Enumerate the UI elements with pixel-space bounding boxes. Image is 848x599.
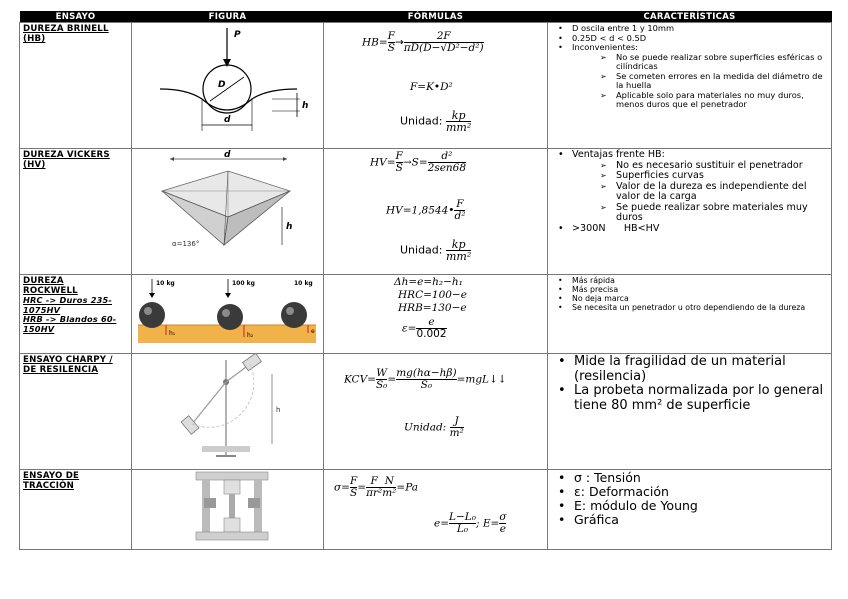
vickers-abbr: (HV)	[23, 160, 46, 170]
charpy-chars-list	[558, 355, 825, 413]
traccion-char-2: • ε: Deformación	[558, 485, 825, 499]
traccion-f2-mid: ; E=	[475, 517, 500, 530]
row-vickers	[20, 149, 832, 275]
charpy-f1-num: W	[376, 367, 388, 379]
vickers-f2-lhs: HV=1,8544•	[386, 204, 455, 217]
vickers-title: DUREZA VICKERS	[23, 150, 110, 160]
vickers-f1-den: S	[395, 162, 403, 174]
brinell-chars-list	[558, 24, 825, 110]
vickers-name-cell	[20, 149, 132, 275]
header-caracteristicas: CARACTERÍSTICAS	[548, 11, 832, 23]
brinell-abbr: (HB)	[23, 34, 46, 44]
rockwell-diagram	[132, 275, 324, 349]
traccion-f1-lhs: σ=	[334, 481, 350, 494]
brinell-f1-den: S	[387, 42, 395, 54]
traccion-figure-cell	[132, 470, 324, 550]
charpy-f1-den: S₀	[375, 379, 388, 391]
traccion-formulas-cell: σ= $\frac{F}{S}$ = $\frac{F}{\text{πr²}}$ $\frac{N}{\text{m²}}$ =Pa e= $\frac{\text{L−L₀}}{\text{L₀}}$ ; E= $\frac{\sigma}{e}$	[324, 470, 548, 550]
traccion-f1-den2: πr²	[366, 487, 383, 499]
vickers-subchar-1: ➢ No es necesario sustituir el penetrador	[558, 161, 825, 172]
charpy-diagram	[132, 354, 324, 465]
rockwell-title-1: DUREZA	[23, 276, 64, 286]
vickers-f1-den2: 2sen68	[427, 162, 467, 174]
tests-table	[19, 11, 832, 550]
brinell-unit-num: kp	[451, 109, 466, 122]
vickers-subchar-2: ➢ Superficies curvas	[558, 171, 825, 182]
header-ensayo: ENSAYO	[20, 11, 132, 23]
vickers-subchar-3: ➢ Valor de la dureza es independiente del valor de la carga	[558, 182, 825, 203]
brinell-subchar-2: ➢ Se cometen errores en la medida del diámetro de la huella	[558, 72, 825, 91]
rockwell-name-cell	[20, 275, 132, 354]
brinell-label-h: h	[302, 101, 309, 111]
brinell-formulas-cell	[324, 23, 548, 149]
brinell-diagram	[132, 23, 324, 144]
brinell-f2: F=K•D²	[410, 81, 453, 93]
vickers-formulas-cell	[324, 149, 548, 275]
traccion-char-3: • E: módulo de Young	[558, 499, 825, 513]
charpy-unit-label: Unidad:	[404, 421, 447, 434]
traccion-f1-rhs: =Pa	[396, 481, 419, 494]
rockwell-load-2: 100 kg	[232, 280, 255, 287]
brinell-f1-num2: 2F	[436, 30, 451, 42]
charpy-figure-cell	[132, 354, 324, 470]
vickers-f2-num: F	[456, 198, 464, 210]
rockwell-load-3: 10 kg	[294, 280, 313, 287]
rockwell-figure-cell	[132, 275, 324, 354]
charpy-f1-rhs: =mgL↓↓	[456, 373, 507, 386]
vickers-char-top: • Ventajas frente HB:	[558, 150, 825, 161]
rockwell-sub-1: HRC -> Duros 235-1075HV	[23, 295, 113, 315]
brinell-f1-arrow: →	[394, 36, 404, 49]
charpy-label-h: h	[276, 406, 281, 414]
traccion-chars-list	[558, 471, 825, 527]
brinell-name-cell	[20, 23, 132, 149]
rockwell-f4-den: 0.002	[416, 328, 447, 340]
vickers-figure-cell	[132, 149, 324, 275]
row-brinell	[20, 23, 832, 149]
rockwell-f4-lhs: ε=	[402, 322, 417, 335]
rockwell-h1: h₁	[169, 330, 176, 337]
vickers-f1-mid: →S=	[402, 156, 428, 169]
charpy-name-cell	[20, 354, 132, 470]
brinell-figure-cell	[132, 23, 324, 149]
brinell-f1-lhs: HB=	[362, 36, 388, 49]
brinell-label-d-small: d	[224, 115, 231, 125]
brinell-char-1: • D oscila entre 1 y 10mm	[558, 24, 825, 34]
charpy-char-1: • Mide la fragilidad de un material (resilencia)	[558, 355, 825, 384]
vickers-label-h: h	[286, 222, 293, 232]
brinell-unit-den: mm²	[446, 121, 472, 134]
charpy-f1-lhs: KCV=	[344, 373, 376, 386]
brinell-label-d-big: D	[218, 80, 226, 90]
rockwell-char-3: • No deja marca	[558, 294, 825, 303]
traccion-f2-num2: σ	[499, 511, 507, 523]
header-formulas: FÓRMULAS	[324, 11, 548, 23]
rockwell-sub-2: HRB -> Blandos 60-150HV	[23, 314, 117, 334]
traccion-f2-den: L₀	[449, 523, 476, 535]
traccion-f1-num2: F	[370, 475, 378, 487]
traccion-diagram	[132, 470, 324, 545]
charpy-char-2: • La probeta normalizada por lo general tiene 80 mm² de superficie	[558, 384, 825, 413]
vickers-unit-num: kp	[451, 238, 466, 251]
row-rockwell	[20, 275, 832, 354]
traccion-f1-num3: N	[384, 475, 394, 487]
rockwell-char-4: • Se necesita un penetrador u otro dependiendo de la dureza	[558, 303, 825, 312]
vickers-unit-label: Unidad:	[400, 243, 443, 257]
traccion-f1-num: F	[349, 475, 358, 487]
brinell-chars-cell	[548, 23, 832, 149]
vickers-chars-cell	[548, 149, 832, 275]
traccion-f2-num: L−L₀	[449, 511, 476, 523]
traccion-title: ENSAYO DE TRACCIÓN	[23, 471, 80, 491]
traccion-chars-cell	[548, 470, 832, 550]
vickers-f1-lhs: HV=	[370, 156, 396, 169]
charpy-formulas-cell: KCV= $\frac{W}{\text{S₀}}$ = $\frac{mg(h\alpha-h\beta)}{\text{S₀}}$ =mgL↓↓ Unidad: $\frac{J}{\text{m²}}$	[324, 354, 548, 470]
row-traccion	[20, 470, 832, 550]
vickers-char-bottom: • >300N HB<HV	[558, 224, 825, 235]
traccion-char-1: • σ : Tensión	[558, 471, 825, 485]
traccion-f2-den2: e	[499, 523, 506, 535]
rockwell-f2: HRC=100−e	[398, 289, 467, 301]
traccion-f1-den: S	[350, 487, 358, 499]
brinell-subchar-3: ➢ Aplicable solo para materiales no muy duros, menos duros que el penetrador	[558, 91, 825, 110]
brinell-f1-den2: πD(D−√D²−d²)	[403, 42, 484, 54]
charpy-chars-cell	[548, 354, 832, 470]
traccion-f1-den3: m²	[382, 487, 397, 499]
vickers-f1-num2: d²	[441, 150, 453, 162]
rockwell-char-1: • Más rápida	[558, 276, 825, 285]
rockwell-formulas-cell	[324, 275, 548, 354]
vickers-unit-den: mm²	[446, 250, 472, 263]
charpy-f1-num2: mg(hα−hβ)	[396, 367, 457, 379]
row-charpy	[20, 354, 832, 470]
vickers-f2-den: d²	[454, 210, 466, 222]
traccion-name-cell	[20, 470, 132, 550]
charpy-f1-den2: S₀	[396, 379, 456, 391]
rockwell-load-1: 10 kg	[156, 280, 175, 287]
brinell-label-p: P	[234, 30, 241, 40]
vickers-diagram	[132, 149, 324, 270]
charpy-title: ENSAYO CHARPY / DE RESILENCIA	[23, 355, 113, 375]
rockwell-e: e	[311, 328, 315, 335]
rockwell-f4-num: e	[428, 316, 435, 328]
brinell-subchar-1: ➢ No se puede realizar sobre superficies esféricas o cilíndricas	[558, 53, 825, 72]
header-figura: FIGURA	[132, 11, 324, 23]
charpy-unit-num: J	[454, 415, 459, 427]
vickers-label-d: d	[224, 150, 231, 160]
brinell-unit-label: Unidad:	[400, 114, 443, 128]
rockwell-chars-cell	[548, 275, 832, 354]
vickers-subchar-4: ➢ Se puede realizar sobre materiales muy duros	[558, 203, 825, 224]
charpy-unit-den: m²	[449, 427, 464, 439]
brinell-char-2: • 0.25D < d < 0.5D	[558, 34, 825, 44]
rockwell-f1: Δh=e=h₂−h₁	[394, 276, 463, 288]
brinell-f1-num: F	[387, 30, 395, 42]
brinell-char-3: • Inconvenientes:	[558, 43, 825, 53]
rockwell-f3: HRB=130−e	[398, 302, 467, 314]
brinell-title: DUREZA BRINELL	[23, 24, 109, 34]
rockwell-h2: h₂	[247, 332, 254, 339]
rockwell-title-2: ROCKWELL	[23, 286, 78, 296]
rockwell-char-2: • Más precisa	[558, 285, 825, 294]
vickers-label-angle: α=136°	[172, 240, 200, 248]
traccion-f2-lhs: e=	[434, 517, 450, 530]
vickers-chars-list	[558, 150, 825, 234]
header-row	[20, 11, 832, 23]
vickers-f1-num: F	[395, 150, 403, 162]
traccion-char-4: • Gráfica	[558, 513, 825, 527]
rockwell-chars-list	[558, 276, 825, 312]
